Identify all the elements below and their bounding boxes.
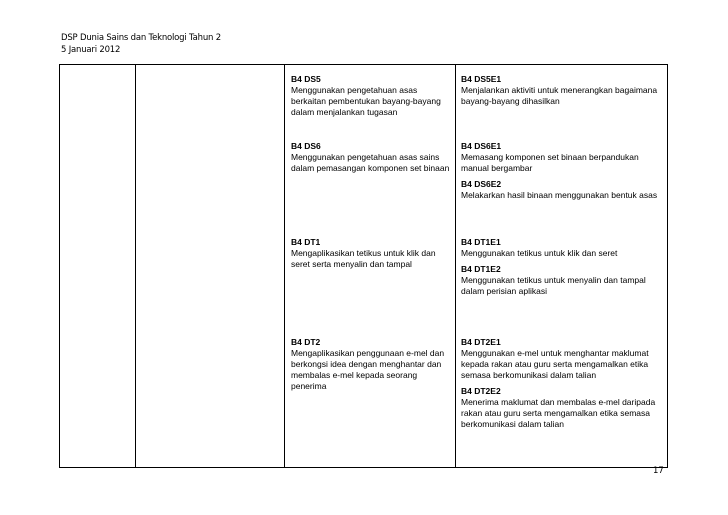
standard-code: B4 DS5 [291,74,321,84]
standard-cell [291,237,451,270]
standard-text: Mengaplikasikan tetikus untuk klik dan seret serta menyalin dan tampal [291,248,436,269]
document-header-date: 5 Januari 2012 [61,45,121,55]
evidence-cell [461,237,666,297]
standard-cell [291,337,451,392]
evidence-cell [461,337,666,430]
evidence-text: Melakarkan hasil binaan menggunakan bentuk asas [461,190,658,200]
evidence-cell [461,74,666,107]
standard-cell [291,74,451,118]
evidence-code: B4 DT1E2 [461,264,501,274]
column-divider [455,65,456,467]
standard-code: B4 DT1 [291,237,321,247]
evidence-code: B4 DS6E1 [461,141,502,151]
standard-cell [291,141,451,174]
evidence-text: Menjalankan aktiviti untuk menerangkan bagaimana bayang-bayang dihasilkan [461,85,658,106]
evidence-code: B4 DS6E2 [461,179,502,189]
evidence-text: Menggunakan tetikus untuk klik dan seret [461,248,618,258]
standard-code: B4 DT2 [291,337,321,347]
standard-text: Mengaplikasikan penggunaan e-mel dan berkongsi idea dengan menghantar dan membalas e-mel kepada seorang penerima [291,348,445,391]
page-number: 17 [653,466,664,476]
standard-text: Menggunakan pengetahuan asas sains dalam pemasangan komponen set binaan [291,152,450,173]
document-header-title: DSP Dunia Sains dan Teknologi Tahun 2 [61,33,221,43]
evidence-text: Memasang komponen set binaan berpandukan manual bergambar [461,152,639,173]
standard-text: Menggunakan pengetahuan asas berkaitan pembentukan bayang-bayang dalam menjalankan tugasan [291,85,441,117]
standards-table [59,64,668,468]
evidence-text: Menggunakan e-mel untuk menghantar maklumat kepada rakan atau guru serta mengamalkan etika semasa berkomunikasi dalam talian [461,348,649,380]
evidence-code: B4 DT2E2 [461,386,501,396]
evidence-code: B4 DT1E1 [461,237,501,247]
evidence-code: B4 DS5E1 [461,74,502,84]
standard-code: B4 DS6 [291,141,321,151]
column-divider [135,65,136,467]
column-divider [284,65,285,467]
evidence-text: Menerima maklumat dan membalas e-mel daripada rakan atau guru serta mengamalkan etika semasa berkomunikasi dalam talian [461,397,656,429]
evidence-code: B4 DT2E1 [461,337,501,347]
evidence-text: Menggunakan tetikus untuk menyalin dan tampal dalam perisian aplikasi [461,275,646,296]
evidence-cell [461,141,666,201]
